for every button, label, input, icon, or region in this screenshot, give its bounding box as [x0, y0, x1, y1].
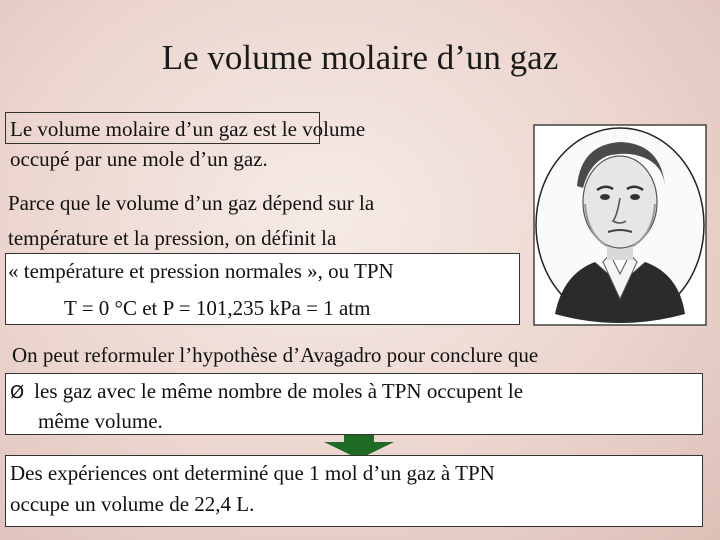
definition-term: Le volume molaire d’un gaz: [10, 117, 248, 141]
paragraph2-line-3: « température et pression normales », ou TPN: [8, 259, 394, 283]
tpn-definition: T = 0 °C et P = 101,235 kPa = 1 atm: [64, 296, 371, 320]
definition-line-1: [10, 116, 365, 142]
experiment-line-2: occupe un volume de 22,4 L.: [10, 492, 255, 516]
definition-line-2: occupé par une mole d’un gaz.: [10, 147, 268, 171]
paragraph2-line-1: Parce que le volume d’un gaz dépend sur la: [8, 191, 375, 215]
experiment-line-1: Des expériences ont determiné que 1 mol d’un gaz à TPN: [10, 461, 495, 485]
bullet-arrow-icon: Ø: [10, 382, 25, 403]
conclusion-text-1: les gaz avec le même nombre de moles à TPN occupent le: [34, 379, 524, 403]
hypothesis-text: On peut reformuler l’hypothèse d’Avagadro pour conclure que: [12, 343, 539, 367]
conclusion-line-1: [10, 378, 523, 406]
definition-rest: est le volume: [247, 117, 366, 141]
slide-title: Le volume molaire d’un gaz: [161, 38, 559, 77]
paragraph2-line-2: température et la pression, on définit la: [8, 226, 337, 250]
portrait-illustration: [533, 124, 707, 326]
conclusion-line-2: même volume.: [38, 409, 163, 433]
